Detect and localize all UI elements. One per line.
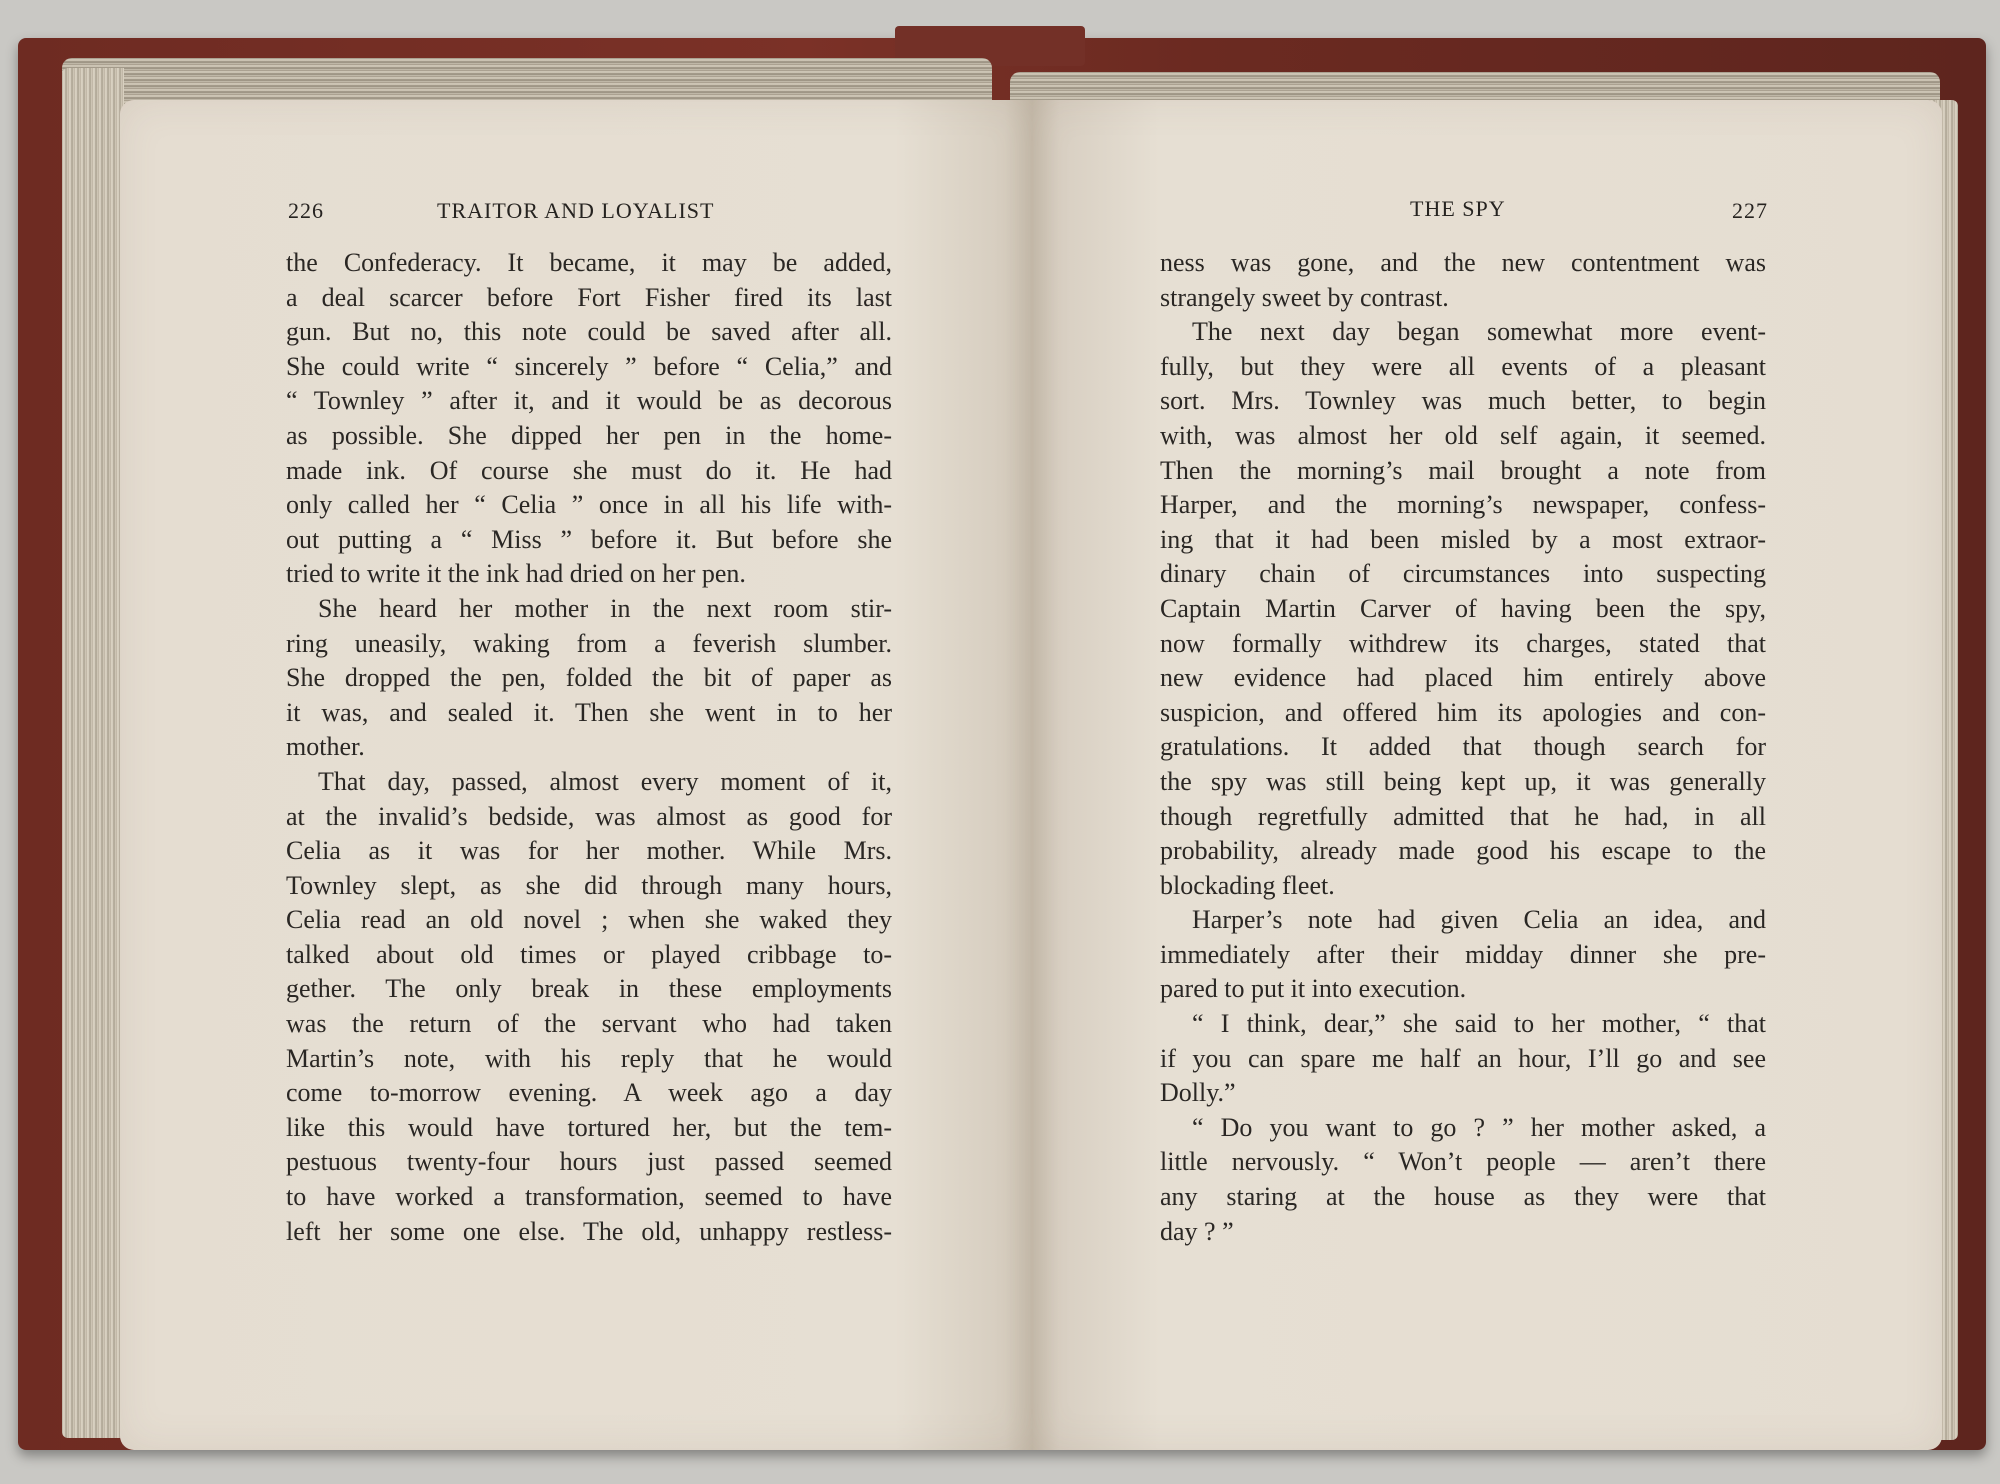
text-line: blockading fleet. xyxy=(1160,870,1335,900)
text-line: She dropped the pen, folded the bit of paper as xyxy=(286,663,892,693)
text-line: the Confederacy. It became, it may be added, xyxy=(286,248,892,277)
text-line: new evidence had placed him entirely above xyxy=(1160,663,1766,693)
text-line: Celia read an old novel ; when she waked they xyxy=(286,905,892,935)
text-line: Dolly.” xyxy=(1160,1078,1236,1108)
text-line: left her some one else. The old, unhappy restless- xyxy=(286,1216,892,1246)
text-line: made ink. Of course she must do it. He had xyxy=(286,455,892,485)
text-line: “ Townley ” after it, and it would be as decorous xyxy=(286,386,892,416)
left-page-number: 226 xyxy=(288,198,324,223)
text-line: ness was gone, and the new contentment was xyxy=(1160,248,1766,277)
text-line: ring uneasily, waking from a feverish slumber. xyxy=(286,628,892,658)
text-line: as possible. She dipped her pen in the home- xyxy=(286,420,892,450)
text-line: if you can spare me half an hour, I’ll go and see xyxy=(1160,1043,1766,1073)
text-line: mother. xyxy=(286,732,365,762)
text-line: out putting a “ Miss ” before it. But before she xyxy=(286,524,892,554)
text-line: with, was almost her old self again, it seemed. xyxy=(1160,420,1766,450)
text-line: She heard her mother in the next room stir- xyxy=(318,593,892,623)
text-line: The next day began somewhat more event- xyxy=(1192,317,1766,347)
text-line: talked about old times or played cribbage to- xyxy=(286,939,892,969)
text-line: at the invalid’s bedside, was almost as good for xyxy=(286,801,892,831)
text-line: “ I think, dear,” she said to her mother, “ that xyxy=(1192,1009,1766,1039)
right-running-head: THE SPY xyxy=(1410,196,1506,221)
text-line: gun. But no, this note could be saved after all. xyxy=(286,317,892,347)
text-line: Then the morning’s mail brought a note from xyxy=(1160,455,1766,485)
text-line: Captain Martin Carver of having been the spy, xyxy=(1160,593,1766,623)
text-line: was the return of the servant who had taken xyxy=(286,1009,892,1039)
text-line: tried to write it the ink had dried on her pen. xyxy=(286,559,746,589)
text-line: to have worked a transformation, seemed to have xyxy=(286,1182,892,1212)
text-line: come to-morrow evening. A week ago a day xyxy=(286,1078,892,1108)
text-line: dinary chain of circumstances into suspecting xyxy=(1160,559,1766,589)
text-line: “ Do you want to go ? ” her mother asked, a xyxy=(1192,1112,1766,1142)
left-page-text xyxy=(286,246,892,1249)
text-line: it was, and sealed it. Then she went in to her xyxy=(286,697,892,727)
left-running-head: TRAITOR AND LOYALIST xyxy=(437,198,715,223)
right-page-number: 227 xyxy=(1732,198,1768,223)
text-line: a deal scarcer before Fort Fisher fired its last xyxy=(286,282,892,312)
text-line: any staring at the house as they were that xyxy=(1160,1182,1766,1212)
text-line: Martin’s note, with his reply that he would xyxy=(286,1043,892,1073)
text-line: She could write “ sincerely ” before “ Celia,” and xyxy=(286,351,892,381)
text-line: Celia as it was for her mother. While Mrs. xyxy=(286,836,892,866)
text-line: strangely sweet by contrast. xyxy=(1160,282,1449,312)
text-line: That day, passed, almost every moment of it, xyxy=(318,766,892,796)
text-line: only called her “ Celia ” once in all his life with- xyxy=(286,490,892,520)
text-line: pared to put it into execution. xyxy=(1160,974,1467,1004)
text-line: like this would have tortured her, but the tem- xyxy=(286,1112,892,1142)
text-line: day ? ” xyxy=(1160,1216,1234,1246)
text-line: Harper, and the morning’s newspaper, confess- xyxy=(1160,490,1766,520)
text-line: fully, but they were all events of a pleasant xyxy=(1160,351,1766,381)
text-line: pestuous twenty-four hours just passed seemed xyxy=(286,1147,892,1177)
text-line: gether. The only break in these employments xyxy=(286,974,892,1004)
right-page-text xyxy=(1160,246,1766,1249)
text-line: gratulations. It added that though search for xyxy=(1160,732,1766,762)
text-line: suspicion, and offered him its apologies and con- xyxy=(1160,697,1766,727)
text-line: now formally withdrew its charges, stated that xyxy=(1160,628,1766,658)
text-line: Harper’s note had given Celia an idea, and xyxy=(1192,905,1766,935)
text-line: little nervously. “ Won’t people — aren’t there xyxy=(1160,1147,1766,1177)
text-line: ing that it had been misled by a most extraor- xyxy=(1160,524,1766,554)
text-line: sort. Mrs. Townley was much better, to begin xyxy=(1160,386,1766,416)
text-line: the spy was still being kept up, it was generally xyxy=(1160,766,1766,796)
text-line: though regretfully admitted that he had, in all xyxy=(1160,801,1766,831)
text-line: Townley slept, as she did through many hours, xyxy=(286,870,892,900)
text-line: immediately after their midday dinner she pre- xyxy=(1160,939,1766,969)
text-line: probability, already made good his escape to the xyxy=(1160,836,1766,866)
page-edges-left xyxy=(62,68,124,1438)
